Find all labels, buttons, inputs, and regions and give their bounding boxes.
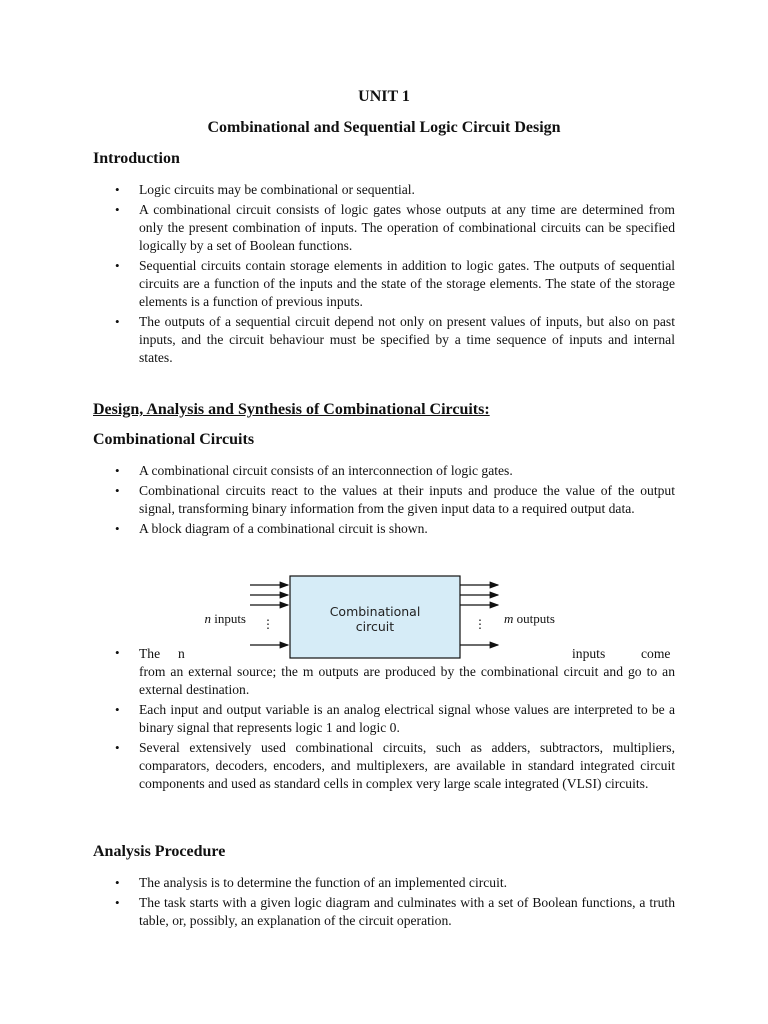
analysis-heading: Analysis Procedure xyxy=(93,843,226,860)
split-bullet-rest: from an external source; the m outputs are produced by the combinational circuit and go to an external destination. xyxy=(139,664,675,697)
list-item: • A combinational circuit consists of an interconnection of logic gates. xyxy=(93,462,675,480)
split-word-2: n xyxy=(178,646,185,661)
introduction-heading: Introduction xyxy=(93,150,180,167)
unit-title: UNIT 1 xyxy=(358,88,410,105)
list-item: • Each input and output variable is an analog electrical signal whose values are interpreted to be a binary signal that represents logic 1 and logic 0. xyxy=(93,701,675,737)
list-item: • A block diagram of a combinational circuit is shown. xyxy=(93,520,675,538)
list-item: • Logic circuits may be combinational or sequential. xyxy=(93,181,675,199)
split-word-4: come xyxy=(641,646,671,661)
combinational-list xyxy=(93,462,675,540)
output-ellipsis: ⋮ xyxy=(474,617,486,631)
list-item: • A combinational circuit consists of logic gates whose outputs at any time are determined from only the present combination of inputs. The operation of combinational circuits can be specified logically by a set of Boolean functions. xyxy=(93,201,675,255)
block-diagram xyxy=(196,572,576,662)
list-item: • The task starts with a given logic diagram and culminates with a set of Boolean functions, a truth table, or, possibly, an explanation of the circuit operation. xyxy=(93,894,675,930)
box-label-line1: Combinational xyxy=(329,604,421,619)
list-item: • The outputs of a sequential circuit depend not only on present values of inputs, but also on past inputs, and the circuit behaviour must be specified by a time sequence of inputs and internal states. xyxy=(93,313,675,367)
combinational-more-list xyxy=(93,701,675,795)
design-section-heading: Design, Analysis and Synthesis of Combinational Circuits: xyxy=(93,401,490,418)
input-ellipsis: ⋮ xyxy=(262,617,274,631)
introduction-list xyxy=(93,181,675,369)
analysis-list xyxy=(93,874,675,932)
split-word-1: The xyxy=(139,646,161,661)
list-item: • The analysis is to determine the function of an implemented circuit. xyxy=(93,874,675,892)
outputs-label: m outputs xyxy=(504,611,555,626)
list-item: • Sequential circuits contain storage elements in addition to logic gates. The outputs of sequential circuits are a function of the inputs and the state of the storage elements. The state of the storage elements is a function of previous inputs. xyxy=(93,257,675,311)
document-title: Combinational and Sequential Logic Circuit Design xyxy=(207,119,561,136)
list-item: • Combinational circuits react to the values at their inputs and produce the value of the output signal, transforming binary information from the given input data to a required output data. xyxy=(93,482,675,518)
combinational-heading: Combinational Circuits xyxy=(93,431,255,448)
list-item: • Several extensively used combinational circuits, such as adders, subtractors, multipliers, comparators, decoders, encoders, and multiplexers, are available in standard integrated circuit components and used as standard cells in complex very large scale integrated (VLSI) circuits. xyxy=(93,739,675,793)
split-word-3: inputs xyxy=(572,646,606,661)
block-diagram-svg xyxy=(196,572,576,662)
bullet-marker: • xyxy=(115,645,120,660)
box-label-line2: circuit xyxy=(355,619,395,634)
inputs-label: n inputs xyxy=(204,611,246,626)
